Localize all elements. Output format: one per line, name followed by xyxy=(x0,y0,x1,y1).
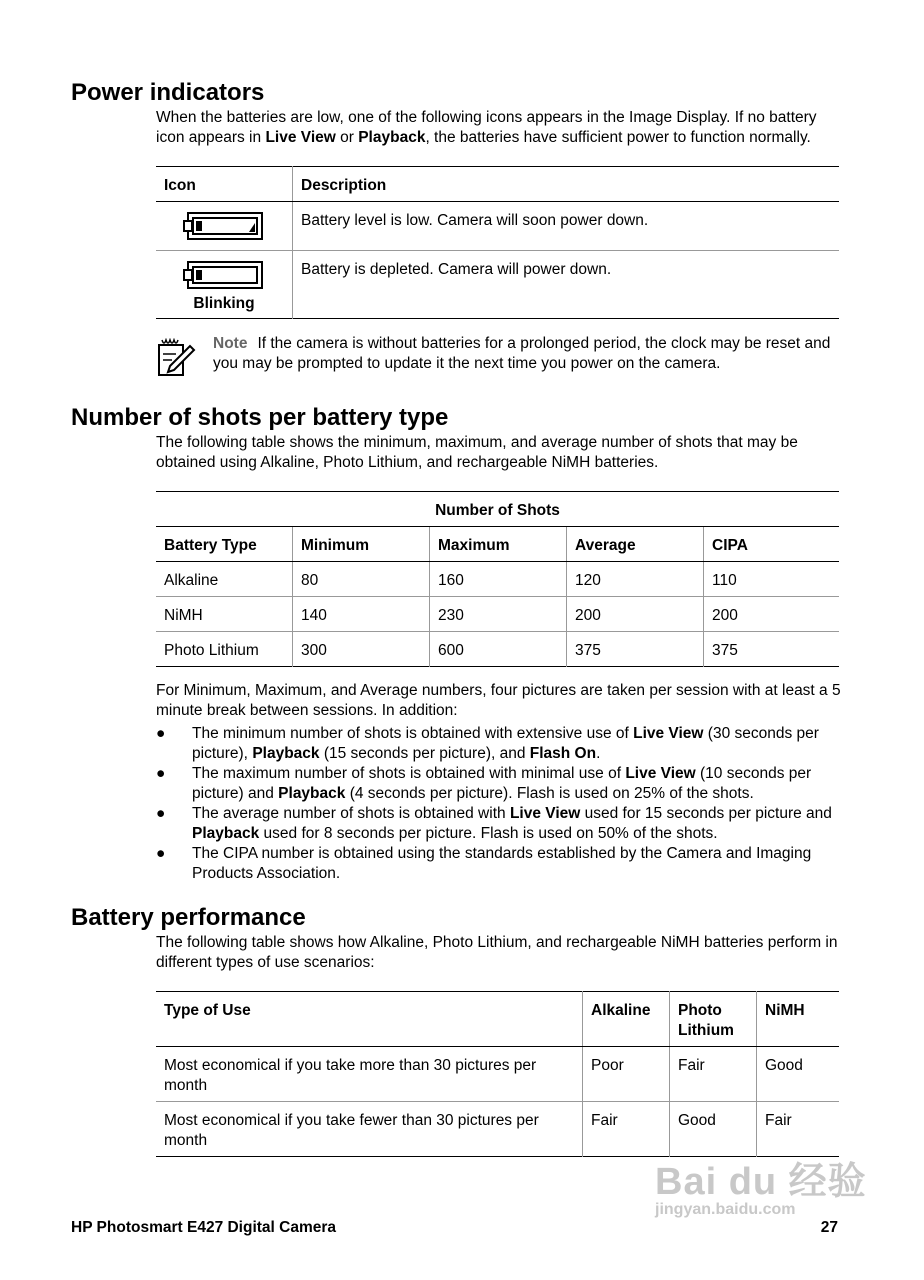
table-cell: 375 xyxy=(704,632,840,667)
bullet-icon: ● xyxy=(156,765,166,782)
table-cell: Fair xyxy=(583,1102,670,1157)
col-header: Photo Lithium xyxy=(670,992,757,1047)
table-cell: 375 xyxy=(567,632,704,667)
row-depleted-desc: Battery is depleted. Camera will power down. xyxy=(293,251,840,319)
col-header-description: Description xyxy=(293,167,840,202)
table-cell: Good xyxy=(757,1047,840,1102)
icon-cell-low xyxy=(156,202,293,251)
bullet-icon: ● xyxy=(156,725,166,742)
table-cell: Photo Lithium xyxy=(156,632,293,667)
battery-low-icon xyxy=(183,211,265,241)
table-row xyxy=(156,1102,839,1157)
table-cell: 110 xyxy=(704,562,840,597)
col-header: Type of Use xyxy=(156,992,583,1047)
note-box xyxy=(156,334,846,374)
table-cell: Most economical if you take more than 30 pictures per month xyxy=(164,1057,537,1094)
col-header: CIPA xyxy=(704,527,840,562)
table-cell: 120 xyxy=(567,562,704,597)
power-intro: When the batteries are low, one of the following icons appears in the Image Display. If no battery icon appears in Live View or Playback, the batteries have sufficient power to function normally. xyxy=(156,109,817,146)
section-title-performance: Battery performance xyxy=(71,904,306,931)
table-cell: Poor xyxy=(583,1047,670,1102)
col-header: Maximum xyxy=(430,527,567,562)
power-indicators-table xyxy=(156,166,839,319)
table-row xyxy=(156,562,839,597)
list-item: ● The maximum number of shots is obtained with minimal use of Live View (10 seconds per picture) and Playback (4 seconds per picture). Flash is used on 25% of the shots. xyxy=(156,765,812,802)
performance-table xyxy=(156,991,839,1157)
table-cell: 80 xyxy=(293,562,430,597)
col-header: Alkaline xyxy=(583,992,670,1047)
note-pencil-icon xyxy=(156,338,196,380)
table-cell: Good xyxy=(670,1102,757,1157)
list-item: ● The average number of shots is obtained with Live View used for 15 seconds per picture and Playback used for 8 seconds per picture. Flash is used on 50% of the shots. xyxy=(156,805,832,842)
shots-bullet-list xyxy=(156,724,846,884)
table-row xyxy=(156,632,839,667)
col-header: Battery Type xyxy=(156,527,293,562)
table-cell: 140 xyxy=(293,597,430,632)
col-header: Minimum xyxy=(293,527,430,562)
watermark-url: jingyan.baidu.com xyxy=(655,1201,796,1218)
table-cell: Fair xyxy=(757,1102,840,1157)
col-header: NiMH xyxy=(757,992,840,1047)
icon-cell-depleted xyxy=(156,251,293,319)
shots-table xyxy=(156,491,839,667)
table-cell: Alkaline xyxy=(164,572,219,589)
blinking-caption: Blinking xyxy=(193,295,255,312)
table-cell: Fair xyxy=(670,1047,757,1102)
watermark xyxy=(655,1150,867,1219)
table-cell: NiMH xyxy=(156,597,293,632)
table-cell: 160 xyxy=(430,562,567,597)
battery-empty-icon xyxy=(183,260,265,290)
bullet-icon: ● xyxy=(156,845,166,862)
list-item: ● The CIPA number is obtained using the standards established by the Camera and Imaging Products Association. xyxy=(156,845,812,882)
table-cell: 230 xyxy=(430,597,567,632)
performance-intro: The following table shows how Alkaline, Photo Lithium, and rechargeable NiMH batteries perform in different types of use scenarios: xyxy=(156,934,838,971)
page-number: 27 xyxy=(820,1219,838,1236)
table-cell: 600 xyxy=(430,632,567,667)
note-text: If the camera is without batteries for a prolonged period, the clock may be reset and you may be prompted to update it the next time you power on the camera. xyxy=(213,335,831,372)
col-header: Average xyxy=(567,527,704,562)
bullet-icon: ● xyxy=(156,805,166,822)
list-item: ● The minimum number of shots is obtained with extensive use of Live View (30 seconds per picture), Playback (15 seconds per picture), and Flash On. xyxy=(156,725,819,762)
col-header-icon: Icon xyxy=(156,167,293,202)
watermark-logo: Bai du 经验 xyxy=(655,1161,867,1203)
table-cell: 200 xyxy=(567,597,704,632)
table-row xyxy=(156,597,839,632)
shots-table-caption: Number of Shots xyxy=(156,492,839,527)
table-cell: 200 xyxy=(704,597,840,632)
table-cell: 300 xyxy=(293,632,430,667)
table-row xyxy=(156,1047,839,1102)
section-title-power: Power indicators xyxy=(71,79,265,106)
note-label: Note xyxy=(213,335,248,352)
shots-intro: The following table shows the minimum, maximum, and average number of shots that may be obtained using Alkaline, Photo Lithium, and rechargeable NiMH batteries. xyxy=(156,434,798,471)
footer-product: HP Photosmart E427 Digital Camera xyxy=(71,1219,337,1236)
table-cell: Most economical if you take fewer than 30 pictures per month xyxy=(156,1102,583,1157)
section-title-shots: Number of shots per battery type xyxy=(71,404,449,431)
row-low-desc: Battery level is low. Camera will soon power down. xyxy=(301,212,649,229)
shots-after-text: For Minimum, Maximum, and Average numbers, four pictures are taken per session with at least a 5 minute break between sessions. In addition: xyxy=(156,682,841,719)
